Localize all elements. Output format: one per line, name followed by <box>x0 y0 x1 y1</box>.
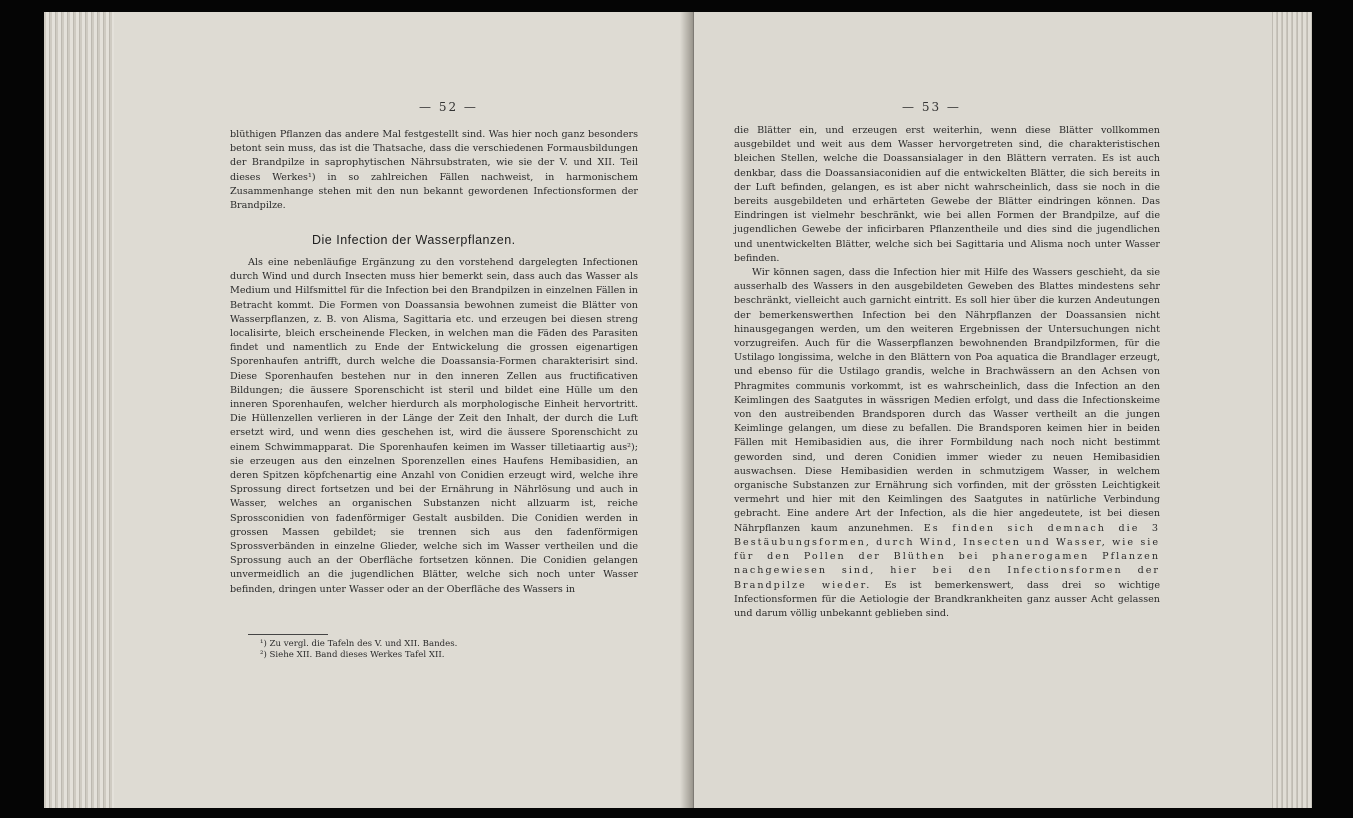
left-body-text <box>230 256 638 597</box>
right-main-paragraph <box>734 266 1160 621</box>
left-intro-paragraph: blüthigen Pflanzen das andere Mal festgestellt sind. Was hier noch ganz besonders betont sein muss, das ist die Thatsache, dass die verschiedenen Formausbildungen der Brandpilze in saprophytischen Nährsubstraten, wie sie der V. und XII. Teil dieses Werkes¹) in so zahlreichen Fällen nachweist, in harmonischem Zusammenhange stehen mit den nun bekannt gewordenen Infectionsformen der Brandpilze. <box>230 129 638 212</box>
section-heading: Die Infection der Wasserpflanzen. <box>312 233 516 247</box>
right-page <box>694 12 1312 808</box>
right-main-text-a: Wir können sagen, dass die Infection hier mit Hilfe des Wassers geschieht, da sie ausserhalb des Wassers in den ausgebildeten Geweben des Blattes mindestens sehr beschränkt, vielleicht auch garnicht eintritt. Es soll hier über die kurzen Andeutungen der bemerkenswerthen Infection bei den Nährpflanzen der Doassansien nicht hinausgegangen werden, um den weiteren Ergebnissen der Untersuchungen nicht vorzugreifen. Auch für die Wasserpflanzen bewohnenden Brandpilzformen, für die Ustilago longissima, welche in den Blättern von Poa aquatica die Brandlager erzeugt, und ebenso für die Ustilago grandis, welche in Brachwässern an den Achsen von Phragmites communis vorkommt, ist es wahrscheinlich, dass die Infection an den Keimlingen des Saatgutes in wässrigen Medien erfolgt, und dass die Infectionskeime von den austreibenden Brandsporen durch das Wasser vertheilt an die jungen Keimlinge gelangen, um diese zu befallen. Die Brandsporen keimen hier in beiden Fällen mit Hemibasidien aus, die ihrer Formbildung nach noch nicht bestimmt geworden sind, und deren Conidien immer wieder zu neuen Hemibasidien auswachsen. Diese Hemibasidien werden in schmutzigem Wasser, in welchem organische Substanzen zur Ernährung sich vorfinden, mit der grössten Leichtigkeit vermehrt und hier mit den Keimlingen des Saatgutes in natürliche Verbindung gebracht. Eine andere Art der Infection, als die hier angedeutete, ist bei diesen Nährpflanzen kaum anzunehmen. <box>734 267 1160 534</box>
footnote-rule <box>248 634 328 635</box>
left-page-number: — 52 — <box>419 100 478 114</box>
right-main-text-b: Es ist bemerkenswert, dass drei so wichtige Infectionsformen für die Aetiologie der Brandkrankheiten ganz ausser Acht gelassen und darum völlig unbekannt geblieben sind. <box>734 579 1160 619</box>
footnotes <box>230 639 638 661</box>
left-intro-text <box>230 128 638 213</box>
page-edges-right <box>1272 12 1312 808</box>
right-page-number: — 53 — <box>902 100 961 114</box>
left-main-paragraph: Als eine nebenläufige Ergänzung zu den vorstehend dargelegten Infectionen durch Wind und durch Insecten muss hier bemerkt sein, dass auch das Wasser als Medium und Hilfsmittel für die Infection bei den Brandpilzen in einzelnen Fällen in Betracht kommt. Die Formen von Doassansia bewohnen zumeist die Blätter von Wasserpflanzen, z. B. von Alisma, Sagittaria etc. und erzeugen bei diesen streng localisirte, bleich erscheinende Flecken, in welchen man die Fäden des Parasiten findet und namentlich zu Ende der Entwickelung die grossen eigenartigen Sporenhaufen antrifft, durch welche die Doassansia-Formen charakterisirt sind. Diese Sporenhaufen bestehen nur in den inneren Zellen aus fructificativen Bildungen; die äussere Sporenschicht ist steril und bildet eine Hülle um den inneren Sporenhaufen, welcher hierdurch als morphologische Einheit hervortritt. Die Hüllenzellen verlieren in der Länge der Zeit den Inhalt, der durch die Luft ersetzt wird, und wenn dies geschehen ist, wird die äussere Sporenschicht zu einem Schwimmapparat. Die Sporenhaufen keimen im Wasser tilletiaartig aus²); sie erzeugen aus den einzelnen Sporenzellen eines Haufens Hemibasidien, an deren Spitzen köpfchenartig eine Anzahl von Conidien erzeugt wird, welche ihre Sprossung direct fortsetzen und bei der Ernährung in Nährlösung und auch in Wasser, welches an organischen Substanzen nicht allzuarm ist, reiche Sprossconidien von fadenförmiger Gestalt ausbilden. Die Conidien werden in grossen Massen gebildet; sie trennen sich aus den fadenförmigen Sprossverbänden in einzelne Glieder, welche sich im Wasser vertheilen und die Sprossung auch an der Oberfläche fortsetzen können. Die Conidien gelangen unvermeidlich an die jugendlichen Blätter, welche sich noch unter Wasser befinden, dringen unter Wasser oder an der Oberfläche des Wassers in <box>230 257 638 595</box>
open-book <box>44 12 1312 808</box>
right-body-text <box>734 124 1160 621</box>
footnote-1: ¹) Zu vergl. die Tafeln des V. und XII. Bandes. <box>260 639 458 649</box>
left-page <box>44 12 689 808</box>
right-main-emphasis: Es finden sich demnach die 3 Bestäubungsformen, durch Wind, Insecten und Wasser, wie sie für den Pollen der Blüthen bei phanerogamen Pflanzen nachgewiesen sind, hier bei den Infectionsformen der Brandpilze wieder. <box>734 522 1160 591</box>
page-edges-left <box>44 12 114 808</box>
footnote-2: ²) Siehe XII. Band dieses Werkes Tafel XII. <box>260 650 445 660</box>
right-intro-paragraph: die Blätter ein, und erzeugen erst weiterhin, wenn diese Blätter vollkommen ausgebildet und weit aus dem Wasser hervorgetreten sind, die charakteristischen bleichen Stellen, welche die Doassansialager in den Blättern verraten. Es ist auch denkbar, dass die Doassansiaconidien auf die entwickelten Blätter, die sich bereits in der Luft befinden, gelangen, es ist aber nicht wahrscheinlich, dass sie noch in die bereits ausgebildeten und erhärteten Gewebe der Blätter eindringen können. Das Eindringen ist vielmehr beschränkt, wie bei allen Formen der Brandpilze, auf die jugendlichen Gewebe der inficirbaren Pflanzentheile und dies sind die jugendlichen und unentwickelten Blätter, welche sich bei Sagittaria und Alisma noch unter Wasser befinden. <box>734 125 1160 264</box>
